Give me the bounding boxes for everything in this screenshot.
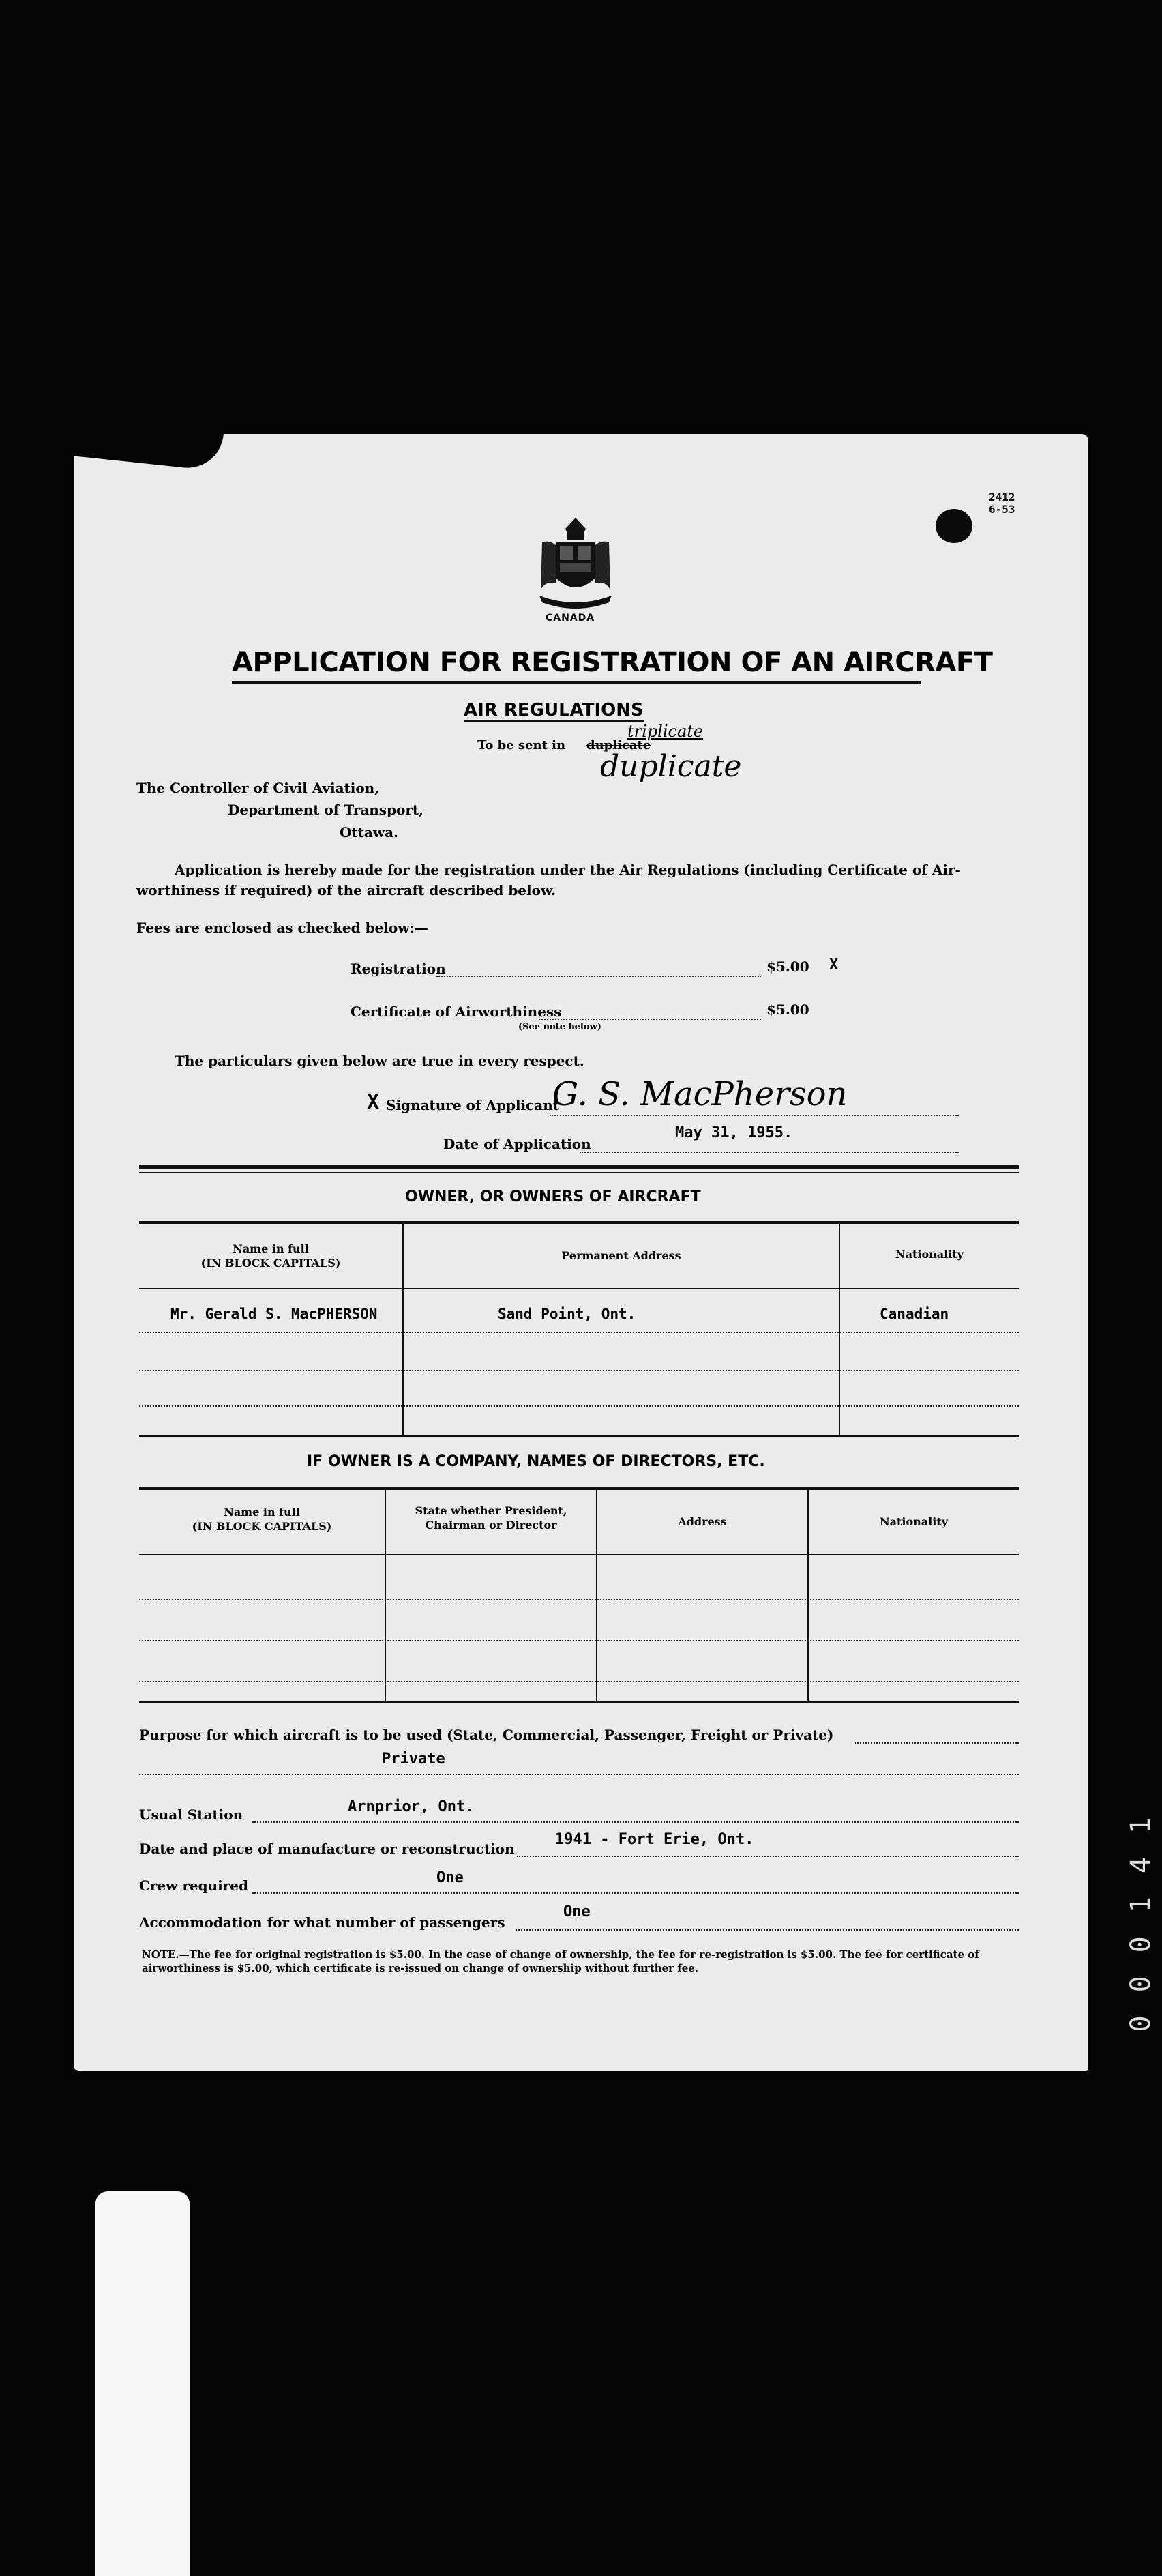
owner-address: Sand Point, Ont. (498, 1306, 636, 1322)
directors-col-role-header (386, 1504, 596, 1532)
passengers-value: One (563, 1903, 591, 1920)
intro-line-2: worthiness if required) of the aircraft described below. (136, 882, 556, 898)
airworthiness-label: Certificate of Airworthiness (351, 1004, 562, 1020)
footnote: NOTE.—The fee for original registration is $5.00. In the case of change of ownership, the fee for re-registration is $5.00. The fee for certificate of airworthiness is $5.00, which certificate is re-issued on change of ownership without further fee. (142, 1948, 979, 1974)
owners-rule-bottom (139, 1435, 1019, 1437)
directors-col-nationality-header: Nationality (880, 1515, 948, 1528)
registration-leader (436, 976, 761, 977)
directors-heading: IF OWNER IS A COMPANY, NAMES OF DIRECTORS, ETC. (307, 1453, 765, 1470)
purpose-line (139, 1774, 1019, 1775)
owners-row-line-1 (139, 1332, 1019, 1333)
film-leader-bar (95, 2191, 190, 2576)
passengers-label: Accommodation for what number of passengers (139, 1914, 505, 1931)
airworthiness-leader (539, 1019, 761, 1020)
form-number: 2412 (989, 491, 1015, 503)
registration-check: X (829, 956, 839, 974)
owner-name: Mr. Gerald S. MacPHERSON (170, 1306, 378, 1322)
directors-body-rule (139, 1554, 1019, 1555)
addressee-line-2: Department of Transport, (228, 802, 424, 818)
registration-amount: $5.00 (766, 958, 809, 975)
owners-col-name-line-2: (IN BLOCK CAPITALS) (200, 1257, 341, 1270)
form-subtitle: AIR REGULATIONS (464, 700, 644, 722)
directors-col-address-header: Address (678, 1515, 727, 1528)
station-label: Usual Station (139, 1806, 243, 1823)
purpose-label: Purpose for which aircraft is to be used (State, Commercial, Passenger, Freight or Private) (139, 1727, 834, 1743)
station-value: Arnprior, Ont. (348, 1798, 475, 1815)
handwritten-duplicate: duplicate (600, 749, 742, 784)
airworthiness-note: (See note below) (518, 1022, 601, 1032)
directors-col-name-header (139, 1505, 385, 1534)
struck-word: duplicate (586, 738, 651, 752)
film-frame-number (1114, 1794, 1157, 2032)
directors-col-name-line-2: (IN BLOCK CAPITALS) (192, 1520, 332, 1533)
intro-line-1: Application is hereby made for the registration under the Air Regulations (including Certificate of Air- (175, 862, 961, 878)
date-value: May 31, 1955. (675, 1124, 793, 1141)
date-label: Date of Application (443, 1136, 591, 1152)
directors-col-role-line-1: State whether President, (415, 1504, 567, 1517)
signature-line (550, 1115, 959, 1116)
station-line (252, 1821, 1019, 1823)
passengers-line (516, 1929, 1019, 1931)
owners-col-nationality-header: Nationality (895, 1248, 964, 1261)
registration-label: Registration (351, 961, 446, 977)
manufacture-value: 1941 - Fort Erie, Ont. (555, 1831, 754, 1848)
owners-rule-top-2 (139, 1172, 1019, 1173)
crew-line (252, 1892, 1019, 1894)
signature-mark: X (367, 1090, 380, 1114)
owners-row-line-3 (139, 1405, 1019, 1407)
directors-rule-bottom (139, 1701, 1019, 1703)
form-title: APPLICATION FOR REGISTRATION OF AN AIRCRAFT (232, 647, 921, 684)
airworthiness-amount: $5.00 (766, 1001, 809, 1018)
owners-body-rule (139, 1288, 1019, 1289)
country-label: CANADA (546, 613, 595, 624)
directors-header-rule (139, 1487, 1019, 1490)
frame-number-text: 000141 (1125, 1794, 1157, 2032)
directors-row-line-3 (139, 1681, 1019, 1682)
handwritten-triplicate: triplicate (627, 722, 704, 741)
crew-value: One (436, 1869, 464, 1886)
owners-col-name-line-1: Name in full (233, 1242, 309, 1255)
manufacture-label: Date and place of manufacture or reconstruction (139, 1841, 515, 1857)
owners-heading: OWNER, OR OWNERS OF AIRCRAFT (405, 1188, 701, 1205)
form-number-stamp (989, 491, 1015, 516)
to-be-sent-label: To be sent in (477, 738, 566, 752)
crew-label: Crew required (139, 1877, 248, 1894)
purpose-leader (855, 1742, 1019, 1744)
date-line (580, 1152, 959, 1153)
fees-heading: Fees are enclosed as checked below:— (136, 920, 428, 936)
owner-nationality: Canadian (880, 1306, 949, 1322)
addressee-line-1: The Controller of Civil Aviation, (136, 780, 380, 796)
form-date: 6-53 (989, 503, 1015, 516)
directors-row-line-2 (139, 1640, 1019, 1641)
certification-statement: The particulars given below are true in every respect. (175, 1053, 584, 1069)
directors-col-role-line-2: Chairman or Director (425, 1519, 557, 1532)
applicant-signature: G. S. MacPherson (552, 1075, 848, 1113)
owners-header-rule (139, 1221, 1019, 1224)
manufacture-line (517, 1856, 1019, 1857)
addressee-line-3: Ottawa. (340, 824, 398, 840)
directors-row-line-1 (139, 1599, 1019, 1600)
ink-blot (936, 509, 972, 543)
purpose-value: Private (382, 1751, 445, 1768)
owners-col-name-header (139, 1242, 402, 1270)
coat-of-arms-icon (535, 515, 616, 611)
owners-rule-top (139, 1165, 1019, 1169)
directors-col-name-line-1: Name in full (224, 1506, 300, 1519)
owners-row-line-2 (139, 1370, 1019, 1371)
owners-col-address-header: Permanent Address (561, 1249, 681, 1262)
signature-label: Signature of Applicant (386, 1097, 560, 1113)
